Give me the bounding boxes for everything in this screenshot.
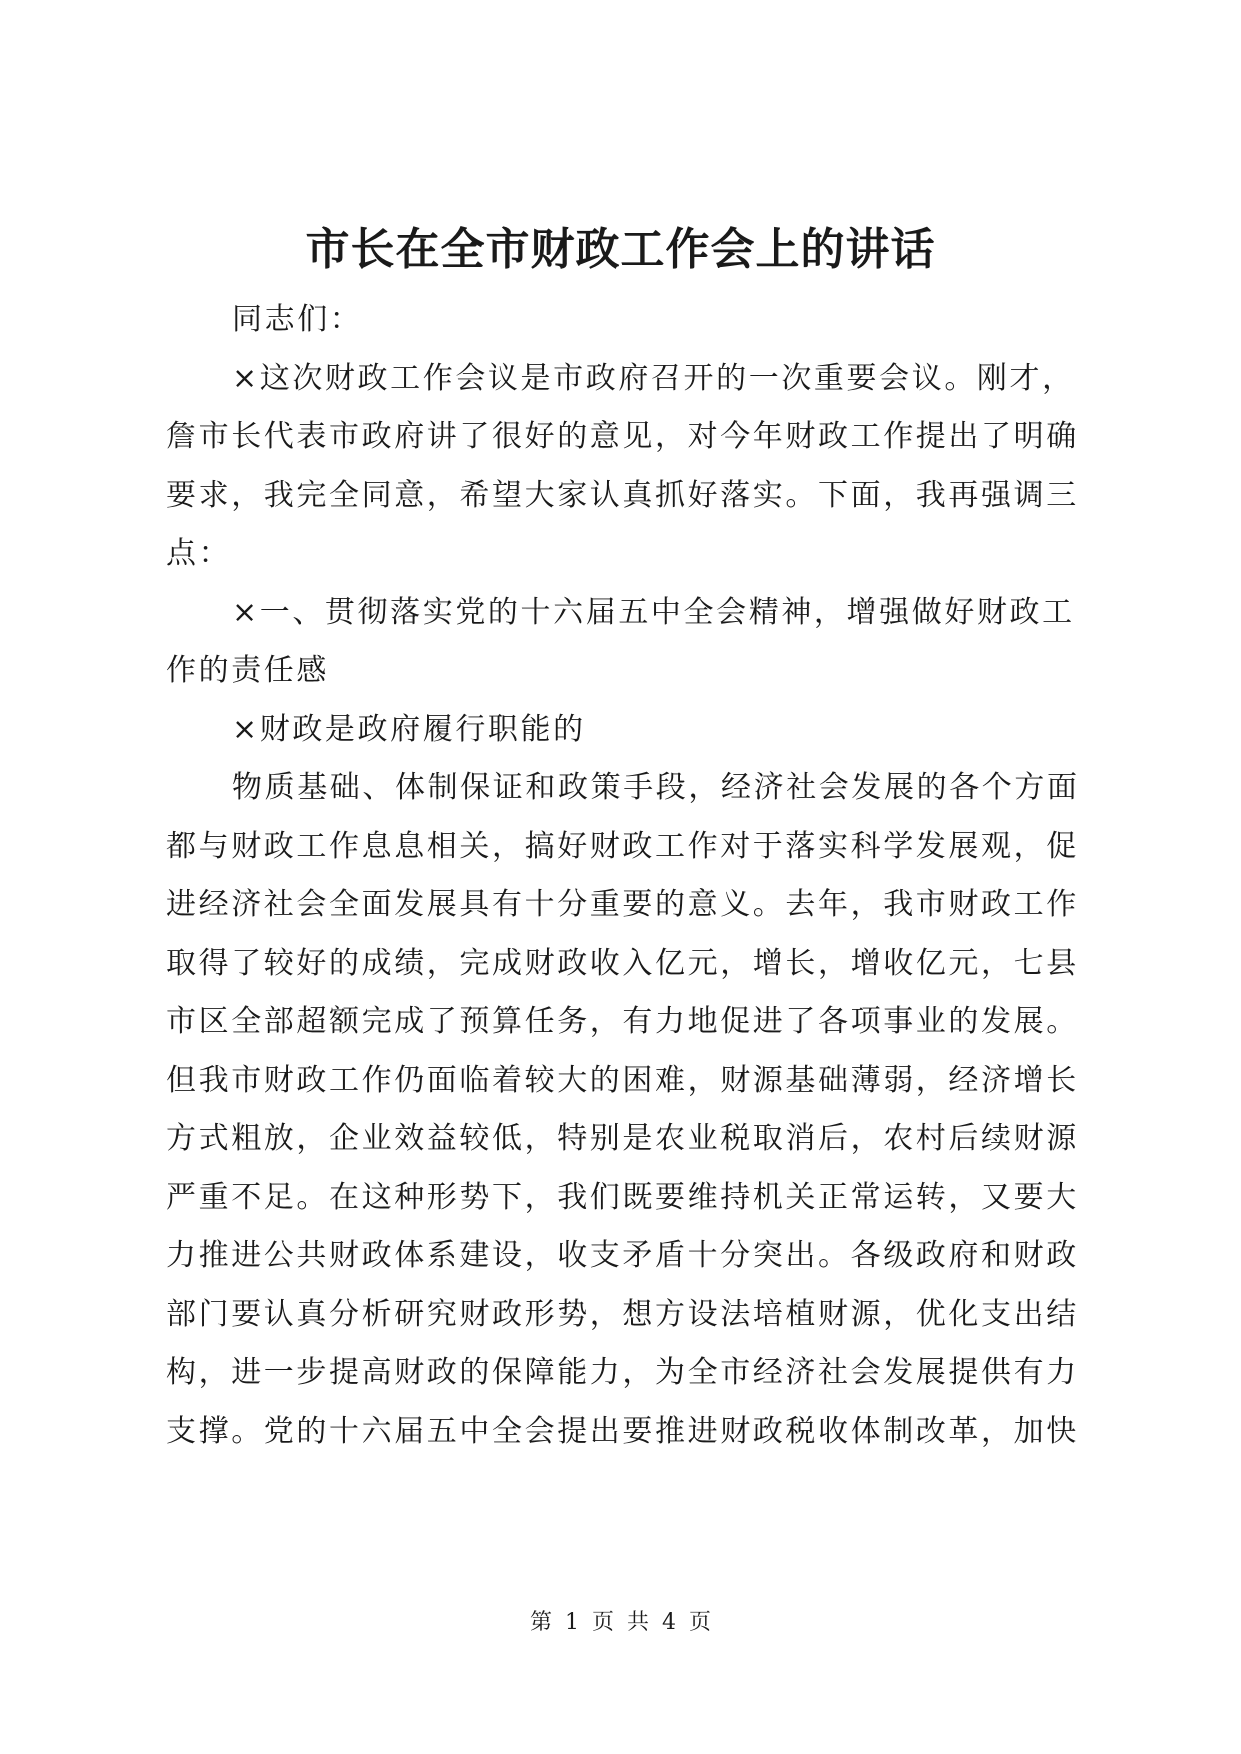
- paragraph-line: 严重不足。在这种形势下，我们既要维持机关正常运转，又要大: [166, 1179, 1079, 1215]
- paragraph-line: 构，进一步提高财政的保障能力，为全市经济社会发展提供有力: [166, 1355, 1079, 1390]
- salutation-line: 同志们：: [232, 302, 363, 337]
- document-body: [166, 291, 1086, 1461]
- paragraph-line: 但我市财政工作仍面临着较大的困难，财源基础薄弱，经济增长: [166, 1062, 1079, 1098]
- paragraph-line: 要求，我完全同意，希望大家认真抓好落实。下面，我再强调三: [166, 477, 1079, 513]
- paragraph-line: 都与财政工作息息相关，搞好财政工作对于落实科学发展观，促: [166, 828, 1079, 864]
- paragraph-line: 方式粗放，企业效益较低，特别是农业税取消后，农村后续财源: [166, 1121, 1079, 1156]
- paragraph-line: 力推进公共财政体系建设，收支矛盾十分突出。各级政府和财政: [166, 1238, 1079, 1273]
- paragraph-line: ×财政是政府履行职能的: [232, 711, 586, 747]
- paragraph-line: 取得了较好的成绩，完成财政收入亿元，增长，增收亿元，七县: [166, 945, 1079, 981]
- section-heading-line: ×一、贯彻落实党的十六届五中全会精神，增强做好财政工: [232, 594, 1075, 630]
- paragraph-line: 詹市长代表市政府讲了很好的意见，对今年财政工作提出了明确: [166, 419, 1079, 454]
- document-title: 市长在全市财政工作会上的讲话: [305, 224, 936, 275]
- paragraph-line: 部门要认真分析研究财政形势，想方设法培植财源，优化支出结: [166, 1296, 1079, 1332]
- paragraph-line: 物质基础、体制保证和政策手段，经济社会发展的各个方面: [232, 770, 1080, 805]
- paragraph-line: 进经济社会全面发展具有十分重要的意义。去年，我市财政工作: [166, 887, 1079, 922]
- paragraph-line: 市区全部超额完成了预算任务，有力地促进了各项事业的发展。: [166, 1004, 1079, 1039]
- paragraph-line: 点：: [166, 536, 232, 571]
- page-number-footer: 第 1 页 共 4 页: [530, 1610, 711, 1635]
- paragraph-line: 支撑。党的十六届五中全会提出要推进财政税收体制改革，加快: [166, 1413, 1079, 1449]
- section-heading-line: 作的责任感: [166, 653, 329, 688]
- paragraph-line: ×这次财政工作会议是市政府召开的一次重要会议。刚才，: [232, 360, 1075, 396]
